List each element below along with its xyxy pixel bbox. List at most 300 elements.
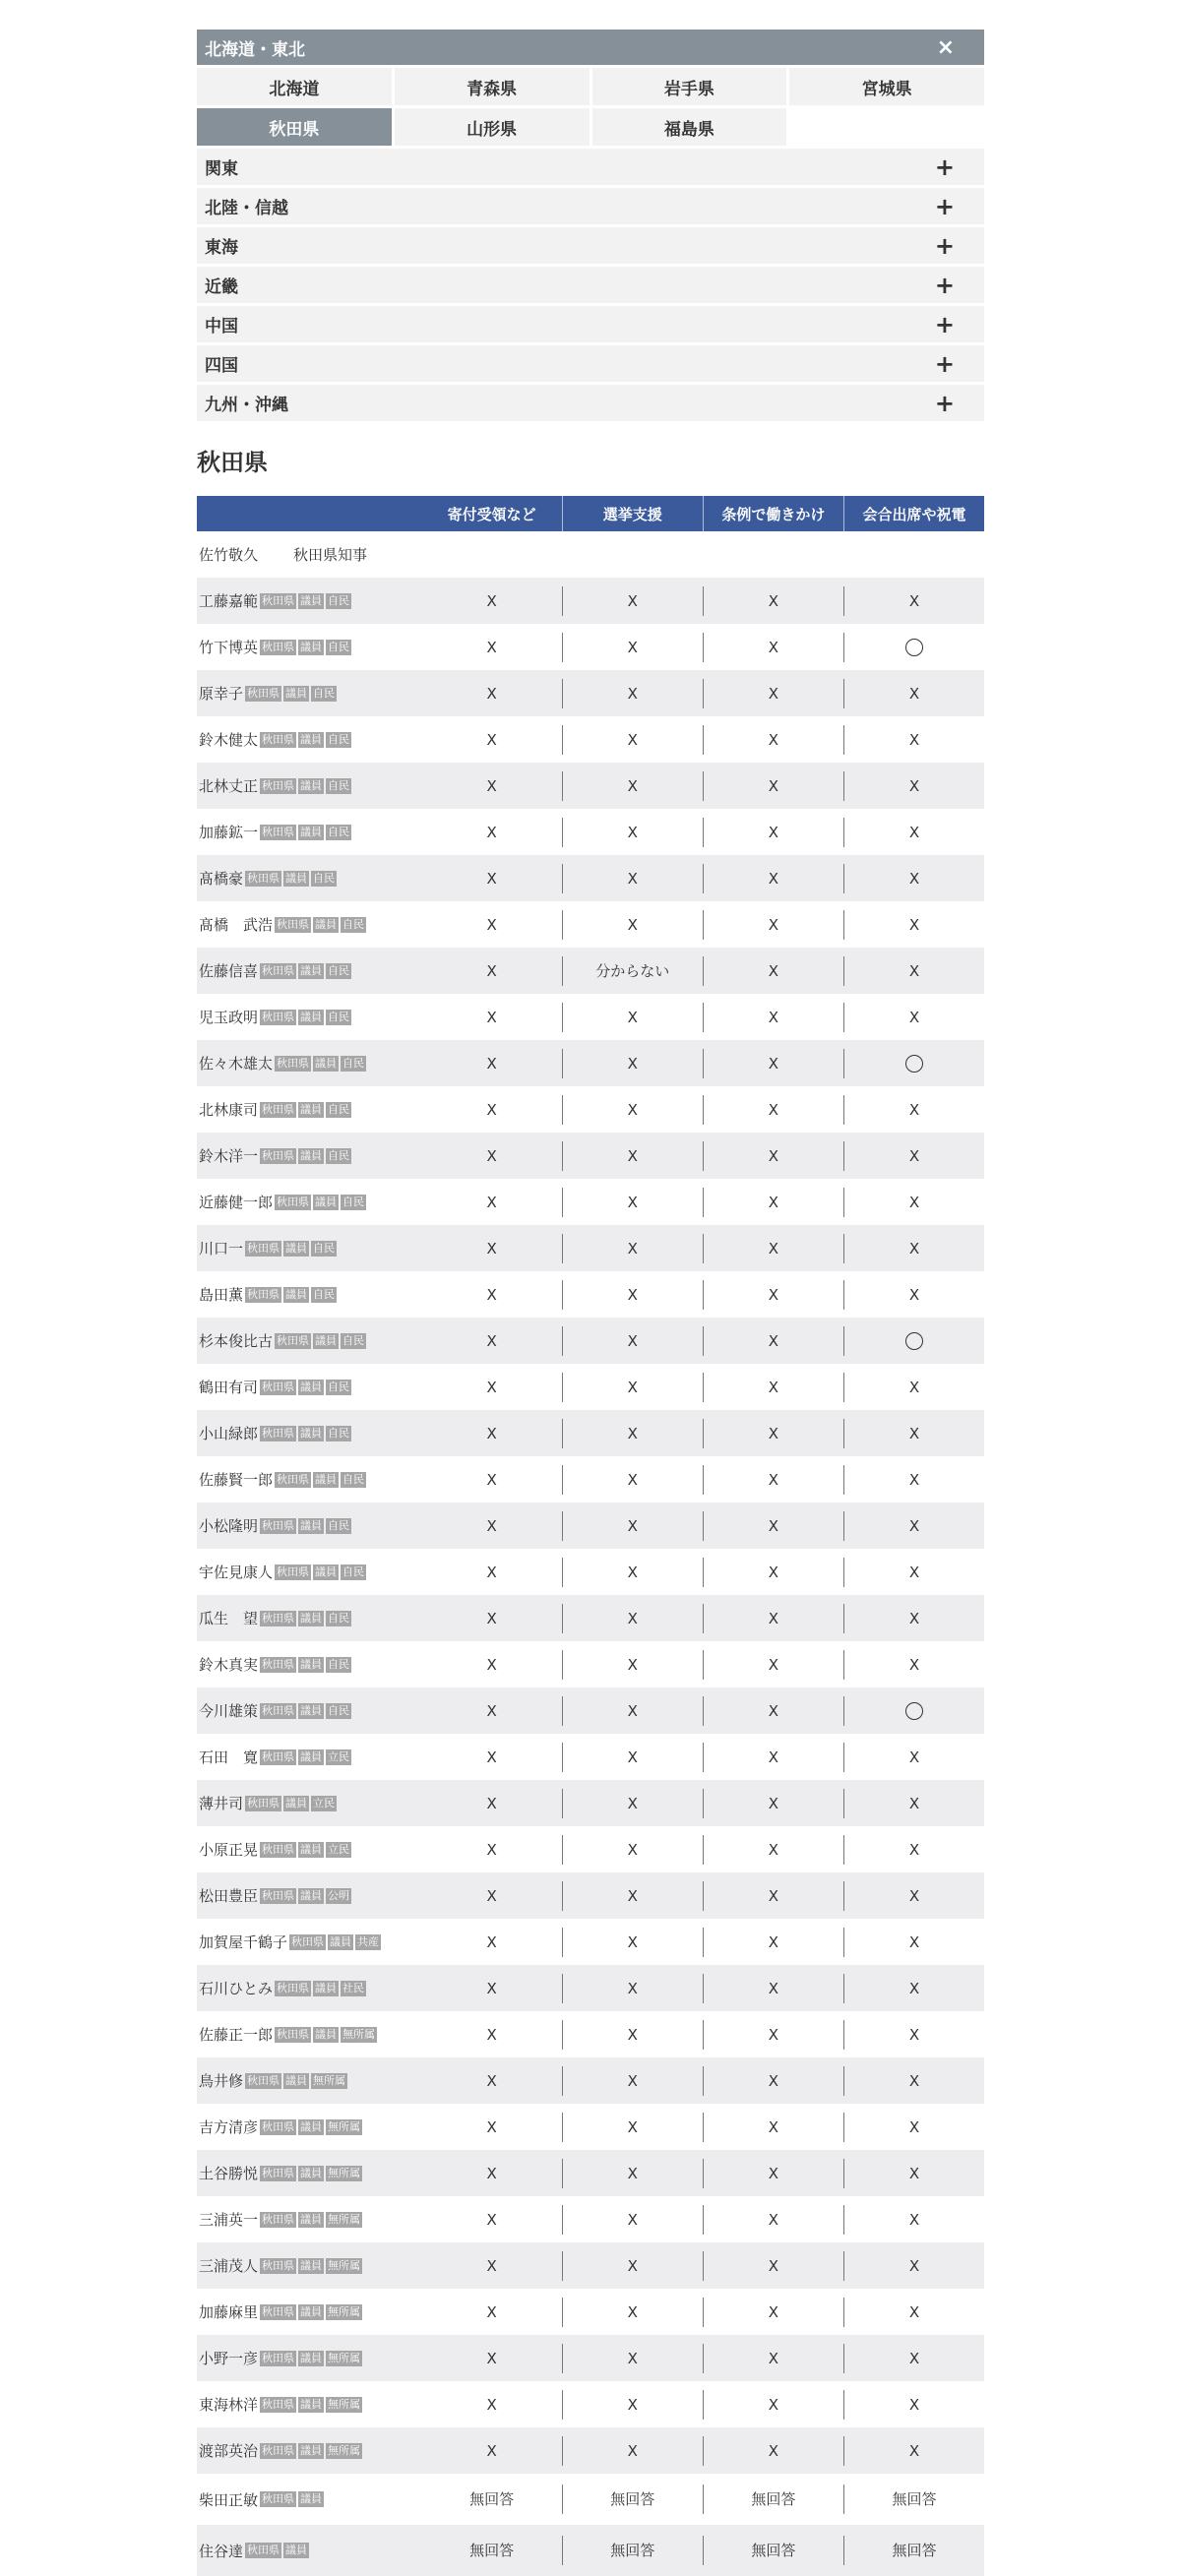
member-cell <box>197 2163 422 2183</box>
column-header <box>197 496 422 531</box>
answer-cell: X <box>486 2071 497 2090</box>
answer-cell: X <box>843 1928 984 1957</box>
member-tag: 議員 <box>300 2166 323 2179</box>
answer-cell: X <box>562 1650 703 1680</box>
column-header: 条例で働きかけ <box>703 496 843 531</box>
member-name: 三浦茂人 <box>199 2257 259 2275</box>
member-tag: 秋田県 <box>262 1426 295 1440</box>
answer-cell: X <box>486 1470 497 1489</box>
answer-yes <box>843 1326 984 1356</box>
member-name: 東海林洋 <box>199 2396 259 2414</box>
member-name: 髙橋 武浩 <box>199 916 274 934</box>
member-tag: 自民 <box>328 825 350 838</box>
answer-cell: X <box>486 1932 497 1951</box>
member-name: 宇佐見康人 <box>199 1564 274 1581</box>
answer-cell: X <box>703 1419 843 1448</box>
table-row <box>197 1734 984 1780</box>
member-tag: 議員 <box>300 640 323 653</box>
answer-cell: X <box>486 1193 497 1211</box>
region-label: 四国 <box>205 356 238 376</box>
member-tag: 議員 <box>285 1287 308 1301</box>
member-name: 加藤麻里 <box>199 2303 259 2321</box>
answer-cell: X <box>486 591 497 610</box>
member-name: 鈴木健太 <box>199 731 259 749</box>
member-name: 松田豊臣 <box>199 1887 259 1905</box>
member-tag: 無所属 <box>313 2073 346 2087</box>
answer-cell: X <box>703 1141 843 1171</box>
member-name: 小松隆明 <box>199 1517 259 1535</box>
answer-cell: X <box>843 586 984 616</box>
region-label: 関東 <box>205 159 238 179</box>
answer-cell: X <box>843 1743 984 1772</box>
answer-cell: X <box>562 2113 703 2142</box>
answer-cell: 分からない <box>562 956 703 986</box>
answer-cell: X <box>486 823 497 841</box>
member-name: 佐竹敬久 <box>199 546 259 564</box>
answer-cell: X <box>486 961 497 980</box>
member-tag: 自民 <box>342 1195 365 1208</box>
table-row <box>197 1179 984 1225</box>
member-tag: 秋田県 <box>277 1056 310 1070</box>
region-title: 北海道・東北 <box>205 39 305 60</box>
answer-cell: X <box>843 2251 984 2281</box>
table-row <box>197 1456 984 1503</box>
region-row[interactable] <box>197 188 984 224</box>
member-cell <box>197 1608 422 1628</box>
answer-cell: X <box>486 1239 497 1257</box>
answer-cell: X <box>843 1280 984 1310</box>
member-cell <box>197 2301 422 2322</box>
region-row[interactable] <box>197 306 984 342</box>
answer-cell: X <box>562 1558 703 1587</box>
answer-cell: X <box>562 1511 703 1541</box>
member-tag: 無所属 <box>328 2212 361 2226</box>
close-icon[interactable]: × <box>936 34 955 60</box>
region-row[interactable] <box>197 227 984 264</box>
member-tag: 議員 <box>285 686 308 700</box>
region-label: 東海 <box>205 238 238 258</box>
region-label: 北陸・信越 <box>205 199 288 218</box>
member-tag: 議員 <box>315 2027 338 2041</box>
member-tag: 議員 <box>300 1102 323 1116</box>
region-row[interactable] <box>197 267 984 303</box>
member-name: 佐藤信喜 <box>199 962 259 980</box>
answer-cell <box>422 540 563 570</box>
answer-cell: X <box>843 771 984 801</box>
answer-cell: X <box>843 2344 984 2373</box>
answer-cell: X <box>703 1003 843 1032</box>
region-row[interactable] <box>197 345 984 382</box>
member-tag: 議員 <box>300 778 323 792</box>
member-name: 柴田正敏 <box>199 2490 259 2509</box>
answer-cell: X <box>562 1234 703 1263</box>
answer-cell: X <box>486 869 497 888</box>
answer-cell: X <box>703 2113 843 2142</box>
answer-cell: X <box>703 679 843 708</box>
answer-cell: X <box>703 818 843 847</box>
prefecture-tab[interactable]: 山形県 <box>395 108 590 146</box>
member-tag: 自民 <box>328 1102 350 1116</box>
answer-cell: X <box>843 1558 984 1587</box>
answer-yes <box>843 1696 984 1726</box>
member-tag: 議員 <box>300 1703 323 1717</box>
member-tag: 無所属 <box>328 2304 361 2318</box>
answer-cell: X <box>562 2436 703 2466</box>
answer-cell: X <box>843 910 984 940</box>
circle-icon <box>905 1702 923 1720</box>
answer-cell: X <box>843 2436 984 2466</box>
member-tag: 自民 <box>313 686 336 700</box>
table-row <box>197 1503 984 1549</box>
answer-cell: X <box>843 1835 984 1865</box>
answer-cell: X <box>486 638 497 656</box>
answer-cell: X <box>562 2390 703 2420</box>
table-row <box>197 855 984 901</box>
prefecture-tab[interactable]: 岩手県 <box>592 68 787 105</box>
answer-cell: X <box>562 2298 703 2327</box>
table-row <box>197 578 984 624</box>
answer-cell: X <box>562 586 703 616</box>
answer-cell: X <box>703 1743 843 1772</box>
region-row[interactable] <box>197 149 984 185</box>
prefecture-tab[interactable]: 北海道 <box>197 68 392 105</box>
member-cell <box>197 2541 422 2561</box>
circle-icon <box>905 1055 923 1073</box>
member-cell <box>197 2348 422 2368</box>
member-tag: 無所属 <box>328 2351 361 2364</box>
answer-cell: X <box>562 818 703 847</box>
table-row <box>197 1271 984 1318</box>
answer-cell: X <box>843 2066 984 2096</box>
member-tag: 議員 <box>315 1472 338 1486</box>
answer-cell: 無回答 <box>843 2536 984 2565</box>
member-tag: 議員 <box>300 2492 323 2505</box>
answer-cell: X <box>562 1373 703 1402</box>
region-row[interactable] <box>197 385 984 421</box>
member-cell <box>197 2116 422 2137</box>
answer-cell: X <box>703 1188 843 1217</box>
table-row <box>197 994 984 1040</box>
answer-cell: X <box>703 2390 843 2420</box>
answer-cell: X <box>486 2302 497 2321</box>
member-cell <box>197 1238 422 1258</box>
member-tag: 議員 <box>315 1981 338 1994</box>
answer-cell: X <box>703 1373 843 1402</box>
answer-cell: X <box>703 1928 843 1957</box>
answer-yes <box>843 633 984 662</box>
member-tag: 秋田県 <box>262 1148 295 1162</box>
member-tag: 秋田県 <box>262 778 295 792</box>
member-tag: 無所属 <box>328 2397 361 2411</box>
member-tag: 秋田県 <box>262 2443 295 2457</box>
member-title: 秋田県知事 <box>293 546 368 564</box>
region-header-hokkaido-tohoku[interactable] <box>197 30 984 65</box>
answer-cell: X <box>843 725 984 755</box>
table-row <box>197 2289 984 2335</box>
member-name: 児玉政明 <box>199 1009 259 1026</box>
member-tag: 自民 <box>342 1564 365 1578</box>
answer-cell: X <box>843 2113 984 2142</box>
member-tag: 議員 <box>300 732 323 746</box>
answer-cell: X <box>843 1141 984 1171</box>
plus-icon[interactable]: + <box>934 389 955 417</box>
table-row <box>197 1780 984 1826</box>
plus-icon[interactable]: + <box>934 349 955 378</box>
table-row <box>197 1133 984 1179</box>
member-tag: 立民 <box>328 1749 350 1763</box>
answer-cell: X <box>843 1234 984 1263</box>
member-tag: 秋田県 <box>247 2544 280 2556</box>
answer-cell: X <box>562 2066 703 2096</box>
answer-cell: X <box>703 2298 843 2327</box>
member-tag: 自民 <box>328 778 350 792</box>
member-tag: 議員 <box>315 1195 338 1208</box>
answer-cell: X <box>562 725 703 755</box>
member-tag: 議員 <box>300 2397 323 2411</box>
member-tag: 秋田県 <box>247 686 280 700</box>
answer-cell: X <box>843 1604 984 1633</box>
member-name: 佐々木雄太 <box>199 1055 274 1073</box>
answer-cell: X <box>486 2025 497 2044</box>
member-cell <box>197 637 422 657</box>
answer-cell: X <box>843 1465 984 1495</box>
member-tag: 秋田県 <box>277 1472 310 1486</box>
member-name: 鈴木真実 <box>199 1656 259 1674</box>
plus-icon[interactable]: + <box>934 310 955 338</box>
table-body <box>197 531 984 2576</box>
member-tag: 秋田県 <box>262 2212 295 2226</box>
member-name: 鶴田有司 <box>199 1379 259 1396</box>
answer-cell: 無回答 <box>469 2490 515 2508</box>
answer-cell: X <box>562 2344 703 2373</box>
table-row <box>197 1687 984 1734</box>
table-row <box>197 1410 984 1456</box>
answer-cell: X <box>703 1049 843 1078</box>
member-name: 吉方清彦 <box>199 2118 259 2136</box>
member-tag: 議員 <box>300 825 323 838</box>
member-tag: 共産 <box>357 1934 380 1948</box>
answer-cell: X <box>703 2205 843 2235</box>
member-name: 川口一 <box>199 1240 244 1257</box>
member-cell <box>197 1007 422 1027</box>
plus-icon[interactable]: + <box>934 271 955 299</box>
member-cell <box>197 1145 422 1166</box>
region-list <box>197 149 984 421</box>
member-tag: 議員 <box>300 2351 323 2364</box>
member-tag: 議員 <box>315 1056 338 1070</box>
plus-icon[interactable]: + <box>934 192 955 220</box>
answer-cell: 無回答 <box>843 2484 984 2514</box>
member-cell <box>197 1423 422 1443</box>
answer-cell: X <box>703 1465 843 1495</box>
answer-cell: X <box>703 1558 843 1587</box>
answer-cell: X <box>703 1789 843 1818</box>
answer-cell: X <box>486 1748 497 1766</box>
member-tag: 秋田県 <box>262 2304 295 2318</box>
member-cell <box>197 2070 422 2091</box>
member-tag: 秋田県 <box>262 1657 295 1671</box>
prefecture-tab[interactable]: 青森県 <box>395 68 590 105</box>
answer-yes <box>843 1049 984 1078</box>
member-tag: 秋田県 <box>247 1796 280 1809</box>
answer-cell: X <box>486 1886 497 1905</box>
table-row <box>197 2196 984 2242</box>
member-name: 小山緑郎 <box>199 1425 259 1442</box>
answer-cell: X <box>562 1003 703 1032</box>
answer-cell: X <box>562 1326 703 1356</box>
member-cell <box>197 914 422 935</box>
answer-cell: X <box>562 1419 703 1448</box>
member-tag: 無所属 <box>328 2258 361 2272</box>
answer-cell: X <box>703 1604 843 1633</box>
table-row <box>197 2150 984 2196</box>
answer-cell: 無回答 <box>703 2536 843 2565</box>
member-tag: 秋田県 <box>262 2397 295 2411</box>
answer-cell: X <box>703 2436 843 2466</box>
member-tag: 自民 <box>342 1333 365 1347</box>
table-row <box>197 670 984 716</box>
answer-cell: X <box>703 1511 843 1541</box>
answer-cell: X <box>486 776 497 795</box>
member-tag: 自民 <box>342 917 365 931</box>
table-row <box>197 2242 984 2289</box>
member-tag: 秋田県 <box>277 1333 310 1347</box>
member-cell <box>197 544 422 565</box>
table-row <box>197 2474 984 2525</box>
member-tag: 議員 <box>300 1611 323 1625</box>
member-name: 加賀屋千鶴子 <box>199 1933 288 1951</box>
member-tag: 秋田県 <box>247 1241 280 1255</box>
member-tag: 立民 <box>313 1796 336 1809</box>
answer-cell: X <box>843 1650 984 1680</box>
answer-cell: X <box>562 1465 703 1495</box>
member-tag: 秋田県 <box>262 1102 295 1116</box>
answer-cell: X <box>703 2020 843 2050</box>
member-name: 佐藤賢一郎 <box>199 1471 274 1489</box>
plus-icon[interactable]: + <box>934 231 955 260</box>
member-name: 北林丈正 <box>199 777 259 795</box>
table-row <box>197 763 984 809</box>
answer-cell: 無回答 <box>703 2484 843 2514</box>
member-cell <box>197 1192 422 1212</box>
member-tag: 秋田県 <box>262 1518 295 1532</box>
member-name: 鳥井修 <box>199 2072 244 2090</box>
member-tag: 議員 <box>300 1380 323 1393</box>
prefecture-tab[interactable]: 福島県 <box>592 108 787 146</box>
answer-cell: 無回答 <box>562 2536 703 2565</box>
answer-cell: X <box>486 1146 497 1165</box>
member-tag: 公明 <box>328 1888 350 1902</box>
answer-cell: X <box>486 1516 497 1535</box>
member-tag: 議員 <box>315 917 338 931</box>
answer-cell: X <box>562 910 703 940</box>
answer-cell: X <box>703 633 843 662</box>
answer-cell: X <box>703 956 843 986</box>
answer-cell: X <box>703 586 843 616</box>
prefecture-grid <box>197 65 984 146</box>
table-row <box>197 716 984 763</box>
member-tag: 無所属 <box>328 2443 361 2457</box>
member-tag: 秋田県 <box>262 2258 295 2272</box>
answer-cell: X <box>486 684 497 703</box>
member-tag: 議員 <box>300 1749 323 1763</box>
answer-cell: X <box>703 1326 843 1356</box>
member-tag: 秋田県 <box>262 1888 295 1902</box>
answer-cell: X <box>562 2205 703 2235</box>
member-tag: 自民 <box>313 1287 336 1301</box>
member-tag: 議員 <box>300 2119 323 2133</box>
table-row <box>197 2057 984 2104</box>
member-tag: 秋田県 <box>262 1749 295 1763</box>
answer-cell: X <box>486 1054 497 1073</box>
member-cell <box>197 868 422 889</box>
prefecture-tab[interactable]: 宮城県 <box>789 68 984 105</box>
member-tag: 秋田県 <box>247 2073 280 2087</box>
member-cell <box>197 1053 422 1073</box>
answer-cell: X <box>486 1100 497 1119</box>
survey-table <box>197 496 984 2576</box>
member-tag: 議員 <box>330 1934 352 1948</box>
answer-cell: X <box>486 1840 497 1859</box>
column-header: 選挙支援 <box>562 496 703 531</box>
member-name: 薄井司 <box>199 1795 244 1812</box>
member-name: 石田 寛 <box>199 1748 259 1766</box>
member-cell <box>197 1747 422 1767</box>
member-name: 鈴木洋一 <box>199 1147 259 1165</box>
table-header <box>197 496 984 531</box>
answer-cell: X <box>703 1234 843 1263</box>
answer-cell: X <box>703 2066 843 2096</box>
answer-cell: X <box>843 1974 984 2003</box>
answer-cell: X <box>562 1280 703 1310</box>
member-tag: 秋田県 <box>277 1981 310 1994</box>
member-tag: 秋田県 <box>262 1611 295 1625</box>
member-tag: 秋田県 <box>262 640 295 653</box>
answer-cell: X <box>486 2164 497 2182</box>
member-tag: 秋田県 <box>262 2166 295 2179</box>
member-tag: 議員 <box>300 2443 323 2457</box>
member-cell <box>197 590 422 611</box>
member-cell <box>197 822 422 842</box>
answer-cell: X <box>562 771 703 801</box>
member-name: 今川雄策 <box>199 1702 259 1720</box>
table-row <box>197 809 984 855</box>
member-tag: 秋田県 <box>247 1287 280 1301</box>
member-cell <box>197 1885 422 1906</box>
prefecture-tab[interactable]: 秋田県 <box>197 108 392 146</box>
member-name: 石川ひとみ <box>199 1980 274 1997</box>
member-tag: 秋田県 <box>291 1934 325 1948</box>
table-row <box>197 1549 984 1595</box>
table-row <box>197 948 984 994</box>
member-tag: 秋田県 <box>277 1564 310 1578</box>
member-tag: 秋田県 <box>262 1380 295 1393</box>
member-tag: 議員 <box>300 593 323 607</box>
table-row <box>197 1826 984 1872</box>
member-cell <box>197 1469 422 1490</box>
member-cell <box>197 1839 422 1860</box>
answer-cell: X <box>562 1696 703 1726</box>
answer-cell: X <box>843 679 984 708</box>
member-tag: 議員 <box>285 2073 308 2087</box>
answer-cell: X <box>703 2344 843 2373</box>
answer-cell: X <box>703 2159 843 2188</box>
answer-cell <box>704 540 844 570</box>
plus-icon[interactable]: + <box>934 153 955 181</box>
member-tag: 秋田県 <box>262 732 295 746</box>
member-name: 竹下博英 <box>199 639 259 656</box>
member-tag: 議員 <box>300 1842 323 1856</box>
